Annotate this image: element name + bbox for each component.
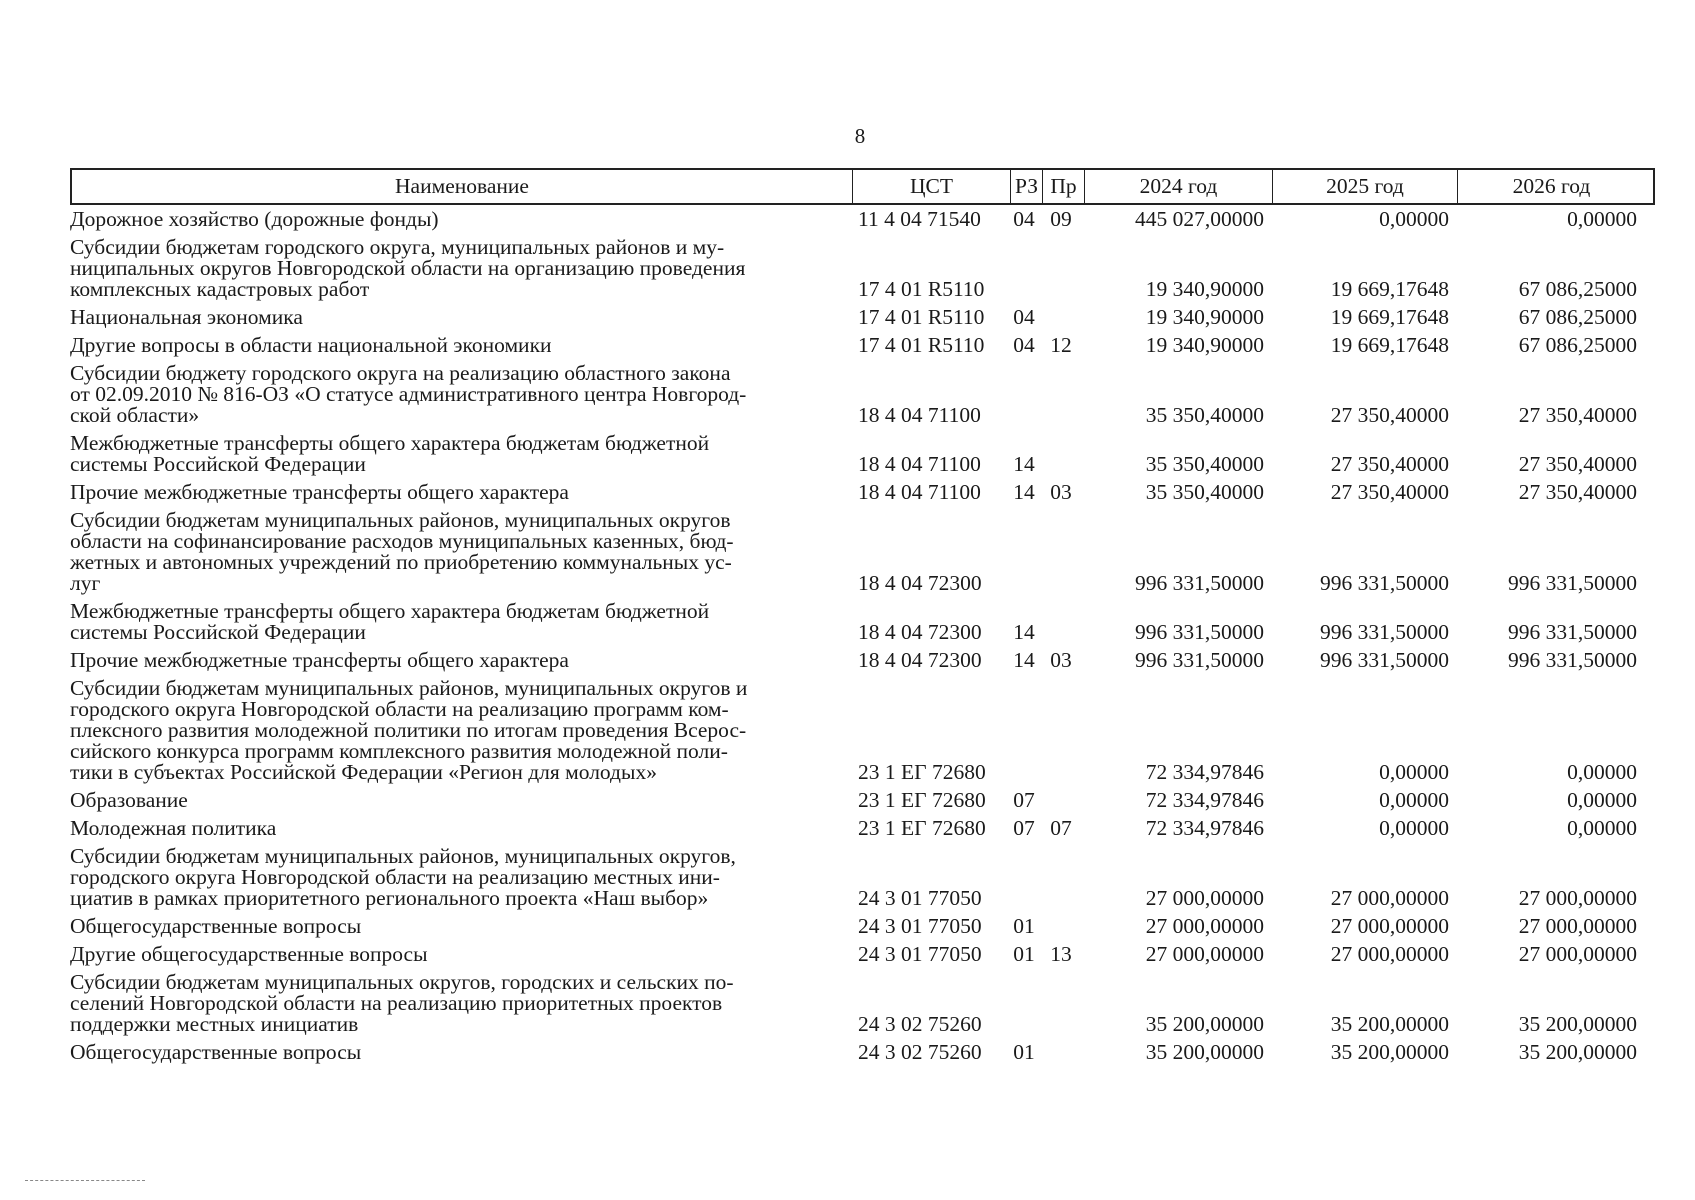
header-name: Наименование xyxy=(395,174,529,198)
row-2024-value: 996 331,50000 xyxy=(1135,648,1264,672)
table-row xyxy=(70,433,1655,475)
row-rz: 07 xyxy=(1013,816,1035,840)
row-2025-value: 27 000,00000 xyxy=(1330,886,1449,910)
scan-artifact-line xyxy=(25,1180,145,1181)
row-2024-value: 35 200,00000 xyxy=(1145,1040,1264,1064)
row-cst: 17 4 01 R5110 xyxy=(858,277,985,301)
row-2025-value: 19 669,17648 xyxy=(1330,333,1449,357)
table-row xyxy=(70,363,1655,426)
table-row xyxy=(70,650,1655,671)
row-2026-value: 67 086,25000 xyxy=(1518,277,1637,301)
row-2025-value: 0,00000 xyxy=(1379,816,1449,840)
row-2026-value: 0,00000 xyxy=(1567,788,1637,812)
row-cst: 24 3 01 77050 xyxy=(858,886,982,910)
row-2026-value: 0,00000 xyxy=(1567,760,1637,784)
row-2025-value: 996 331,50000 xyxy=(1320,620,1449,644)
row-cst: 18 4 04 71100 xyxy=(858,452,981,476)
row-rz: 14 xyxy=(1013,480,1035,504)
page-number: 8 xyxy=(854,124,866,148)
table-body xyxy=(70,209,1655,1063)
row-cst: 23 1 ЕГ 72680 xyxy=(858,760,986,784)
row-name: Другие вопросы в области национальной экономики xyxy=(70,333,552,357)
row-cst: 17 4 01 R5110 xyxy=(858,305,985,329)
row-2024-value: 35 350,40000 xyxy=(1145,452,1264,476)
row-cst: 24 3 01 77050 xyxy=(858,914,982,938)
row-2025-value: 0,00000 xyxy=(1379,760,1449,784)
row-2024-value: 27 000,00000 xyxy=(1145,886,1264,910)
row-2026-value: 35 200,00000 xyxy=(1518,1040,1637,1064)
row-name: Субсидии бюджетам муниципальных округов, городских и сельских по- селений Новгородской области на реализацию приоритетных проектов поддержки местных инициатив xyxy=(70,970,734,1036)
row-2024-value: 72 334,97846 xyxy=(1145,760,1264,784)
row-2024-value: 35 350,40000 xyxy=(1145,403,1264,427)
row-name: Молодежная политика xyxy=(70,816,277,840)
table-row xyxy=(70,944,1655,965)
table-row xyxy=(70,1042,1655,1063)
row-name: Межбюджетные трансферты общего характера бюджетам бюджетной системы Российской Федерации xyxy=(70,599,710,644)
row-2024-value: 27 000,00000 xyxy=(1145,914,1264,938)
row-2026-value: 996 331,50000 xyxy=(1508,620,1637,644)
row-2026-value: 67 086,25000 xyxy=(1518,333,1637,357)
row-2026-value: 35 200,00000 xyxy=(1518,1012,1637,1036)
row-name: Субсидии бюджетам городского округа, муниципальных районов и му- ниципальных округов Новгородской области на организацию проведения комплексных кадастровых работ xyxy=(70,235,746,301)
row-rz: 01 xyxy=(1013,1040,1035,1064)
row-2026-value: 0,00000 xyxy=(1567,207,1637,231)
row-rz: 14 xyxy=(1013,648,1035,672)
row-2024-value: 996 331,50000 xyxy=(1135,571,1264,595)
row-pr: 13 xyxy=(1050,942,1072,966)
row-cst: 24 3 02 75260 xyxy=(858,1012,982,1036)
row-name: Субсидии бюджетам муниципальных районов, муниципальных округов области на софинансирование расходов муниципальных казенных, бюд- жетных и автономных учреждений по приобретению коммунальных ус- луг xyxy=(70,508,734,595)
budget-table xyxy=(70,168,1655,1070)
row-name: Субсидии бюджетам муниципальных районов, муниципальных округов, городского округа Новгородской области на реализацию местных ини- циатив в рамках приоритетного регионального проекта «Наш выбор» xyxy=(70,844,736,910)
row-name: Общегосударственные вопросы xyxy=(70,1040,362,1064)
row-name: Общегосударственные вопросы xyxy=(70,914,362,938)
row-2026-value: 27 000,00000 xyxy=(1518,914,1637,938)
row-name: Прочие межбюджетные трансферты общего характера xyxy=(70,480,569,504)
table-row xyxy=(70,510,1655,594)
row-2024-value: 72 334,97846 xyxy=(1145,816,1264,840)
row-cst: 18 4 04 72300 xyxy=(858,571,982,595)
table-row xyxy=(70,482,1655,503)
row-2026-value: 27 350,40000 xyxy=(1518,403,1637,427)
row-2025-value: 19 669,17648 xyxy=(1330,305,1449,329)
row-name: Дорожное хозяйство (дорожные фонды) xyxy=(70,207,439,231)
row-cst: 18 4 04 71100 xyxy=(858,403,981,427)
row-cst: 23 1 ЕГ 72680 xyxy=(858,788,986,812)
row-2025-value: 27 000,00000 xyxy=(1330,942,1449,966)
table-row xyxy=(70,237,1655,300)
row-name: Национальная экономика xyxy=(70,305,303,329)
row-pr: 07 xyxy=(1050,816,1072,840)
row-pr: 09 xyxy=(1050,207,1072,231)
header-pr: Пр xyxy=(1042,170,1084,203)
row-2025-value: 27 000,00000 xyxy=(1330,914,1449,938)
row-name: Межбюджетные трансферты общего характера бюджетам бюджетной системы Российской Федерации xyxy=(70,431,710,476)
row-rz: 01 xyxy=(1013,914,1035,938)
row-2025-value: 35 200,00000 xyxy=(1330,1040,1449,1064)
table-row xyxy=(70,818,1655,839)
header-2024: 2024 год xyxy=(1084,170,1272,203)
table-row xyxy=(70,678,1655,783)
row-2025-value: 27 350,40000 xyxy=(1330,480,1449,504)
table-header xyxy=(70,168,1655,205)
row-2026-value: 27 350,40000 xyxy=(1518,452,1637,476)
row-name: Прочие межбюджетные трансферты общего характера xyxy=(70,648,569,672)
row-rz: 14 xyxy=(1013,452,1035,476)
row-2026-value: 996 331,50000 xyxy=(1508,648,1637,672)
row-2024-value: 19 340,90000 xyxy=(1145,277,1264,301)
row-2024-value: 445 027,00000 xyxy=(1135,207,1264,231)
row-2025-value: 35 200,00000 xyxy=(1330,1012,1449,1036)
row-cst: 24 3 02 75260 xyxy=(858,1040,982,1064)
row-2026-value: 0,00000 xyxy=(1567,816,1637,840)
row-2025-value: 0,00000 xyxy=(1379,788,1449,812)
row-2024-value: 35 200,00000 xyxy=(1145,1012,1264,1036)
row-cst: 18 4 04 72300 xyxy=(858,648,982,672)
table-row xyxy=(70,335,1655,356)
row-2026-value: 27 000,00000 xyxy=(1518,942,1637,966)
row-cst: 23 1 ЕГ 72680 xyxy=(858,816,986,840)
header-cst: ЦСТ xyxy=(852,170,1010,203)
table-row xyxy=(70,846,1655,909)
row-cst: 24 3 01 77050 xyxy=(858,942,982,966)
row-2024-value: 19 340,90000 xyxy=(1145,333,1264,357)
row-name: Образование xyxy=(70,788,188,812)
row-name: Другие общегосударственные вопросы xyxy=(70,942,428,966)
row-2024-value: 19 340,90000 xyxy=(1145,305,1264,329)
row-cst: 17 4 01 R5110 xyxy=(858,333,985,357)
row-2025-value: 27 350,40000 xyxy=(1330,403,1449,427)
header-2026: 2026 год xyxy=(1457,170,1645,203)
row-rz: 04 xyxy=(1013,333,1035,357)
table-row xyxy=(70,790,1655,811)
row-2025-value: 996 331,50000 xyxy=(1320,648,1449,672)
row-name: Субсидии бюджетам муниципальных районов, муниципальных округов и городского округа Новгородской области на реализацию программ ком- плексного развития молодежной политики по итогам проведения Всерос- сийского конкурса программ комплексного развития молодежной поли- тики в субъектах Российской Федерации «Регион для молодых» xyxy=(70,676,748,784)
row-2025-value: 27 350,40000 xyxy=(1330,452,1449,476)
header-rz: РЗ xyxy=(1010,170,1042,203)
row-cst: 18 4 04 71100 xyxy=(858,480,981,504)
row-2024-value: 996 331,50000 xyxy=(1135,620,1264,644)
row-pr: 03 xyxy=(1050,480,1072,504)
row-pr: 03 xyxy=(1050,648,1072,672)
table-row xyxy=(70,972,1655,1035)
table-row xyxy=(70,209,1655,230)
row-pr: 12 xyxy=(1050,333,1072,357)
row-name: Субсидии бюджету городского округа на реализацию областного закона от 02.09.2010 № 816-ОЗ «О статусе административного центра Новгород- ской области» xyxy=(70,361,747,427)
row-2026-value: 996 331,50000 xyxy=(1508,571,1637,595)
row-2025-value: 996 331,50000 xyxy=(1320,571,1449,595)
table-row xyxy=(70,307,1655,328)
header-2025: 2025 год xyxy=(1272,170,1457,203)
row-cst: 11 4 04 71540 xyxy=(858,207,981,231)
row-2024-value: 35 350,40000 xyxy=(1145,480,1264,504)
table-row xyxy=(70,601,1655,643)
row-2024-value: 27 000,00000 xyxy=(1145,942,1264,966)
row-cst: 18 4 04 72300 xyxy=(858,620,982,644)
table-row xyxy=(70,916,1655,937)
row-rz: 14 xyxy=(1013,620,1035,644)
row-rz: 04 xyxy=(1013,305,1035,329)
row-2026-value: 67 086,25000 xyxy=(1518,305,1637,329)
row-2024-value: 72 334,97846 xyxy=(1145,788,1264,812)
row-2025-value: 0,00000 xyxy=(1379,207,1449,231)
row-2025-value: 19 669,17648 xyxy=(1330,277,1449,301)
row-2026-value: 27 000,00000 xyxy=(1518,886,1637,910)
row-2026-value: 27 350,40000 xyxy=(1518,480,1637,504)
row-rz: 01 xyxy=(1013,942,1035,966)
row-rz: 04 xyxy=(1013,207,1035,231)
row-rz: 07 xyxy=(1013,788,1035,812)
